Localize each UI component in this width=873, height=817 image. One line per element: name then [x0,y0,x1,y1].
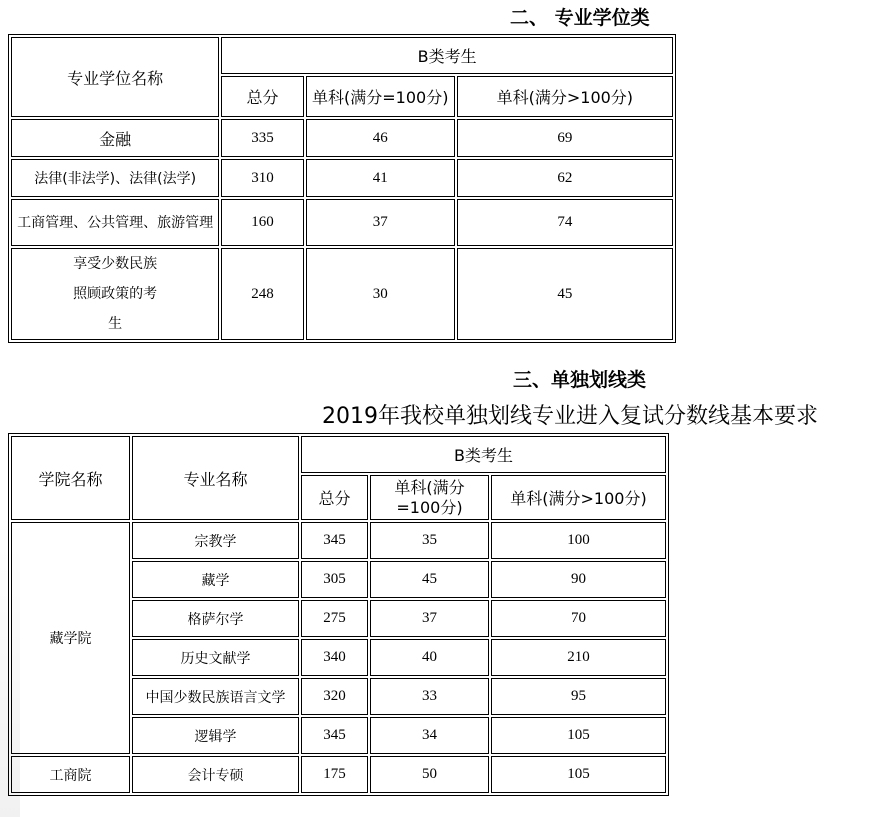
total-score: 345 [301,522,368,559]
section3-subtitle: 2019年我校单独划线专业进入复试分数线基本要求 [322,404,818,429]
header-group: B类考生 [221,37,673,74]
single100-score: 37 [370,600,489,637]
table-row [11,756,666,793]
header-single100: 单科(满分=100分) [370,475,489,520]
single-over100-score: 210 [491,639,666,676]
single100-score: 33 [370,678,489,715]
major-name: 历史文献学 [132,639,299,676]
total-score: 335 [221,119,304,157]
major-name: 宗教学 [132,522,299,559]
single-over100-score: 90 [491,561,666,598]
header-major: 专业名称 [132,436,299,520]
professional-degree-table [8,34,676,343]
degree-name: 工商管理、公共管理、旅游管理 [11,199,219,246]
total-score: 160 [221,199,304,246]
single100-score: 37 [306,199,455,246]
single100-score: 40 [370,639,489,676]
single-over100-score: 70 [491,600,666,637]
single-over100-score: 105 [491,756,666,793]
major-name: 中国少数民族语言文学 [132,678,299,715]
total-score: 305 [301,561,368,598]
header-single-over100: 单科(满分>100分) [457,76,673,117]
total-score: 345 [301,717,368,754]
major-name: 逻辑学 [132,717,299,754]
total-score: 175 [301,756,368,793]
total-score: 275 [301,600,368,637]
single-over100-score: 100 [491,522,666,559]
table-row [11,159,673,197]
single100-score: 50 [370,756,489,793]
single-over100-score: 45 [457,248,673,340]
total-score: 320 [301,678,368,715]
degree-name: 金融 [11,119,219,157]
major-name: 藏学 [132,561,299,598]
degree-name: 享受少数民族照顾政策的考生 [11,248,219,340]
college-name: 藏学院 [11,522,130,754]
single-over100-score: 74 [457,199,673,246]
single100-score: 30 [306,248,455,340]
single-over100-score: 105 [491,717,666,754]
single100-score: 35 [370,522,489,559]
header-total: 总分 [221,76,304,117]
section3-title: 三、单独划线类 [513,369,647,391]
major-name: 会计专硕 [132,756,299,793]
header-group: B类考生 [301,436,666,473]
header-single100: 单科(满分=100分) [306,76,455,117]
degree-name: 法律(非法学)、法律(法学) [11,159,219,197]
major-name: 格萨尔学 [132,600,299,637]
table-row [11,248,673,340]
total-score: 310 [221,159,304,197]
single-over100-score: 69 [457,119,673,157]
single100-score: 41 [306,159,455,197]
total-score: 340 [301,639,368,676]
single-over100-score: 62 [457,159,673,197]
separate-line-table [8,433,669,796]
table-row [11,199,673,246]
single-over100-score: 95 [491,678,666,715]
single100-score: 46 [306,119,455,157]
table-row [11,119,673,157]
header-total: 总分 [301,475,368,520]
header-college: 学院名称 [11,436,130,520]
section2-title: 二、 专业学位类 [510,7,650,29]
header-degree-name: 专业学位名称 [11,37,219,117]
single100-score: 45 [370,561,489,598]
college-name: 工商院 [11,756,130,793]
single100-score: 34 [370,717,489,754]
total-score: 248 [221,248,304,340]
header-single-over100: 单科(满分>100分) [491,475,666,520]
table-row [11,522,666,559]
